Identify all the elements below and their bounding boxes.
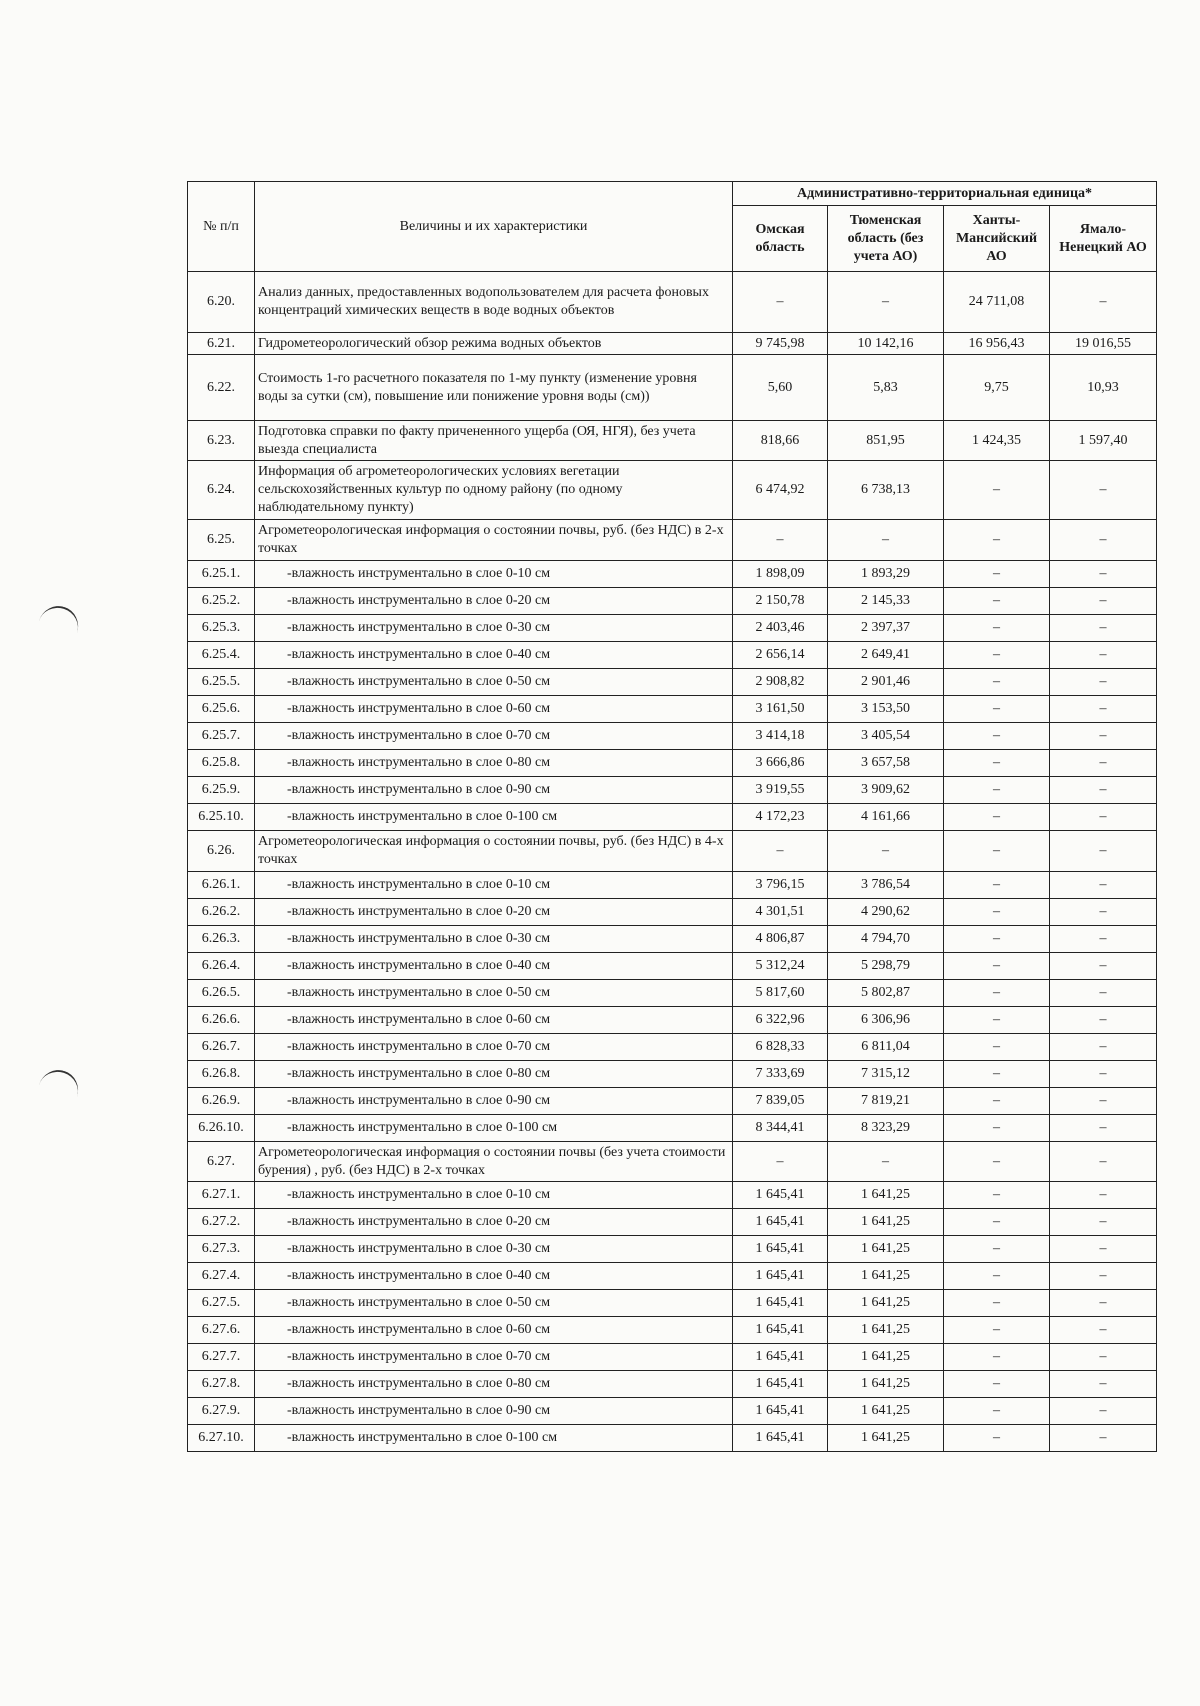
table-row [188, 1142, 1157, 1182]
table-row [188, 872, 1157, 899]
value-yanao: – [1050, 831, 1157, 872]
table-row [188, 1007, 1157, 1034]
table-row [188, 1061, 1157, 1088]
value-khmao: – [944, 642, 1050, 669]
value-tyumen: 6 811,04 [828, 1034, 944, 1061]
row-number: 6.27.1. [188, 1182, 255, 1209]
table-row [188, 723, 1157, 750]
value-khmao: – [944, 1088, 1050, 1115]
row-number: 6.27.9. [188, 1398, 255, 1425]
row-description: -влажность инструментально в слое 0-30 см [255, 615, 733, 642]
value-yanao: – [1050, 723, 1157, 750]
table-row [188, 1034, 1157, 1061]
table-body [188, 272, 1157, 1452]
value-khmao: – [944, 1317, 1050, 1344]
value-yanao: – [1050, 1088, 1157, 1115]
row-description: -влажность инструментально в слое 0-10 см [255, 872, 733, 899]
value-omsk: 6 322,96 [733, 1007, 828, 1034]
value-omsk: 9 745,98 [733, 333, 828, 355]
row-description: -влажность инструментально в слое 0-70 см [255, 1034, 733, 1061]
value-khmao: – [944, 1209, 1050, 1236]
row-number: 6.27.7. [188, 1344, 255, 1371]
table-row [188, 777, 1157, 804]
value-tyumen: 10 142,16 [828, 333, 944, 355]
row-number: 6.27.6. [188, 1317, 255, 1344]
value-tyumen: 5,83 [828, 355, 944, 421]
row-description: -влажность инструментально в слое 0-70 см [255, 1344, 733, 1371]
table-row [188, 642, 1157, 669]
table-row [188, 588, 1157, 615]
value-tyumen: – [828, 272, 944, 333]
row-description: Агрометеорологическая информация о состоянии почвы, руб. (без НДС) в 4-х точках [255, 831, 733, 872]
value-omsk: 1 645,41 [733, 1182, 828, 1209]
row-description: Агрометеорологическая информация о состоянии почвы (без учета стоимости бурения) , руб. (без НДС) в 2-х точках [255, 1142, 733, 1182]
row-description: -влажность инструментально в слое 0-20 см [255, 899, 733, 926]
value-khmao: 16 956,43 [944, 333, 1050, 355]
value-yanao: 1 597,40 [1050, 421, 1157, 461]
value-khmao: – [944, 899, 1050, 926]
row-description: -влажность инструментально в слое 0-90 см [255, 1398, 733, 1425]
value-khmao: – [944, 561, 1050, 588]
value-yanao: – [1050, 1398, 1157, 1425]
value-omsk: 5,60 [733, 355, 828, 421]
value-khmao: – [944, 520, 1050, 561]
value-omsk: 3 796,15 [733, 872, 828, 899]
value-tyumen: 3 153,50 [828, 696, 944, 723]
value-omsk: – [733, 831, 828, 872]
row-description: -влажность инструментально в слое 0-90 см [255, 777, 733, 804]
value-khmao: – [944, 615, 1050, 642]
row-description: -влажность инструментально в слое 0-80 см [255, 1061, 733, 1088]
value-omsk: – [733, 272, 828, 333]
value-omsk: – [733, 520, 828, 561]
table-row [188, 804, 1157, 831]
value-khmao: – [944, 1290, 1050, 1317]
value-tyumen: 4 161,66 [828, 804, 944, 831]
header-region-tyumen: Тюменская область (без учета АО) [828, 206, 944, 272]
value-omsk: 1 645,41 [733, 1236, 828, 1263]
row-number: 6.26.2. [188, 899, 255, 926]
value-omsk: 1 645,41 [733, 1371, 828, 1398]
value-omsk: 3 666,86 [733, 750, 828, 777]
value-tyumen: 1 641,25 [828, 1344, 944, 1371]
value-yanao: – [1050, 926, 1157, 953]
row-description: -влажность инструментально в слое 0-80 см [255, 750, 733, 777]
value-khmao: – [944, 1142, 1050, 1182]
value-tyumen: 1 641,25 [828, 1209, 944, 1236]
row-number: 6.25.8. [188, 750, 255, 777]
value-omsk: 4 172,23 [733, 804, 828, 831]
header-admin-unit: Административно-территориальная единица* [733, 182, 1157, 206]
row-description: -влажность инструментально в слое 0-100 см [255, 804, 733, 831]
row-number: 6.26.6. [188, 1007, 255, 1034]
row-description: -влажность инструментально в слое 0-50 см [255, 669, 733, 696]
value-khmao: – [944, 696, 1050, 723]
row-number: 6.21. [188, 333, 255, 355]
row-number: 6.26.3. [188, 926, 255, 953]
value-yanao: – [1050, 1236, 1157, 1263]
table-row [188, 1344, 1157, 1371]
value-omsk: 2 656,14 [733, 642, 828, 669]
value-yanao: – [1050, 588, 1157, 615]
row-number: 6.27.5. [188, 1290, 255, 1317]
header-region-omsk: Омская область [733, 206, 828, 272]
value-omsk: 1 645,41 [733, 1290, 828, 1317]
value-omsk: 2 908,82 [733, 669, 828, 696]
value-khmao: – [944, 953, 1050, 980]
row-description: -влажность инструментально в слое 0-60 см [255, 1007, 733, 1034]
value-tyumen: 3 786,54 [828, 872, 944, 899]
value-tyumen: 3 405,54 [828, 723, 944, 750]
value-omsk: 3 414,18 [733, 723, 828, 750]
value-khmao: 9,75 [944, 355, 1050, 421]
table-row [188, 831, 1157, 872]
row-description: -влажность инструментально в слое 0-80 см [255, 1371, 733, 1398]
punch-hole-mark [32, 601, 83, 653]
header-region-yanao: Ямало-Ненецкий АО [1050, 206, 1157, 272]
value-khmao: – [944, 1425, 1050, 1452]
value-omsk: 3 161,50 [733, 696, 828, 723]
value-tyumen: 2 145,33 [828, 588, 944, 615]
value-khmao: – [944, 750, 1050, 777]
value-yanao: – [1050, 1263, 1157, 1290]
row-description: -влажность инструментально в слое 0-50 см [255, 1290, 733, 1317]
header-region-khmao: Ханты-Мансийский АО [944, 206, 1050, 272]
value-tyumen: 4 794,70 [828, 926, 944, 953]
value-omsk: 1 645,41 [733, 1317, 828, 1344]
row-number: 6.26.5. [188, 980, 255, 1007]
value-omsk: 4 806,87 [733, 926, 828, 953]
value-tyumen: 1 641,25 [828, 1290, 944, 1317]
value-khmao: 1 424,35 [944, 421, 1050, 461]
value-tyumen: 1 641,25 [828, 1182, 944, 1209]
row-number: 6.26.1. [188, 872, 255, 899]
row-number: 6.26.10. [188, 1115, 255, 1142]
value-yanao: – [1050, 1371, 1157, 1398]
row-description: -влажность инструментально в слое 0-20 см [255, 588, 733, 615]
table-row [188, 1182, 1157, 1209]
row-number: 6.27. [188, 1142, 255, 1182]
table-row [188, 953, 1157, 980]
row-description: Подготовка справки по факту причененного ущерба (ОЯ, НГЯ), без учета выезда специалиста [255, 421, 733, 461]
value-khmao: 24 711,08 [944, 272, 1050, 333]
row-number: 6.27.2. [188, 1209, 255, 1236]
row-description: Гидрометеорологический обзор режима водных объектов [255, 333, 733, 355]
row-description: -влажность инструментально в слое 0-70 см [255, 723, 733, 750]
value-tyumen: 2 901,46 [828, 669, 944, 696]
value-khmao: – [944, 1007, 1050, 1034]
row-number: 6.25.1. [188, 561, 255, 588]
row-number: 6.26.8. [188, 1061, 255, 1088]
row-description: -влажность инструментально в слое 0-40 см [255, 642, 733, 669]
value-khmao: – [944, 1344, 1050, 1371]
value-khmao: – [944, 588, 1050, 615]
table-row [188, 1263, 1157, 1290]
value-tyumen: 3 909,62 [828, 777, 944, 804]
value-khmao: – [944, 831, 1050, 872]
value-khmao: – [944, 926, 1050, 953]
table-row [188, 1371, 1157, 1398]
row-number: 6.25.7. [188, 723, 255, 750]
value-tyumen: 1 641,25 [828, 1317, 944, 1344]
value-tyumen: – [828, 831, 944, 872]
value-yanao: – [1050, 899, 1157, 926]
table-row [188, 615, 1157, 642]
row-number: 6.23. [188, 421, 255, 461]
value-yanao: – [1050, 1317, 1157, 1344]
value-omsk: 1 645,41 [733, 1209, 828, 1236]
value-tyumen: 1 641,25 [828, 1371, 944, 1398]
value-omsk: – [733, 1142, 828, 1182]
value-yanao: – [1050, 696, 1157, 723]
row-description: -влажность инструментально в слое 0-60 см [255, 696, 733, 723]
value-tyumen: 5 298,79 [828, 953, 944, 980]
value-tyumen: 1 893,29 [828, 561, 944, 588]
value-omsk: 1 645,41 [733, 1398, 828, 1425]
value-omsk: 1 645,41 [733, 1263, 828, 1290]
value-khmao: – [944, 1236, 1050, 1263]
row-description: Агрометеорологическая информация о состоянии почвы, руб. (без НДС) в 2-х точках [255, 520, 733, 561]
table-row [188, 1290, 1157, 1317]
value-yanao: – [1050, 1344, 1157, 1371]
row-description: Анализ данных, предоставленных водопользователем для расчета фоновых концентраций химических веществ в воде водных объектов [255, 272, 733, 333]
value-yanao: – [1050, 980, 1157, 1007]
row-number: 6.27.3. [188, 1236, 255, 1263]
value-khmao: – [944, 669, 1050, 696]
value-yanao: – [1050, 669, 1157, 696]
value-tyumen: 1 641,25 [828, 1236, 944, 1263]
row-number: 6.25.10. [188, 804, 255, 831]
value-yanao: – [1050, 272, 1157, 333]
value-khmao: – [944, 461, 1050, 520]
value-yanao: – [1050, 642, 1157, 669]
value-omsk: 7 333,69 [733, 1061, 828, 1088]
value-yanao: – [1050, 953, 1157, 980]
value-tyumen: 1 641,25 [828, 1425, 944, 1452]
table-row [188, 561, 1157, 588]
row-description: -влажность инструментально в слое 0-60 см [255, 1317, 733, 1344]
table-row [188, 926, 1157, 953]
value-tyumen: 4 290,62 [828, 899, 944, 926]
value-yanao: – [1050, 872, 1157, 899]
value-tyumen: 2 397,37 [828, 615, 944, 642]
value-yanao: – [1050, 520, 1157, 561]
row-number: 6.26.7. [188, 1034, 255, 1061]
value-tyumen: 3 657,58 [828, 750, 944, 777]
value-omsk: 1 645,41 [733, 1425, 828, 1452]
value-omsk: 8 344,41 [733, 1115, 828, 1142]
header-description: Величины и их характеристики [255, 182, 733, 272]
row-number: 6.20. [188, 272, 255, 333]
value-tyumen: 8 323,29 [828, 1115, 944, 1142]
value-khmao: – [944, 1398, 1050, 1425]
table-row [188, 333, 1157, 355]
value-tyumen: – [828, 1142, 944, 1182]
value-yanao: – [1050, 615, 1157, 642]
table-row [188, 1088, 1157, 1115]
row-number: 6.25.9. [188, 777, 255, 804]
value-tyumen: 1 641,25 [828, 1263, 944, 1290]
table-row [188, 1209, 1157, 1236]
row-number: 6.25.4. [188, 642, 255, 669]
value-khmao: – [944, 1034, 1050, 1061]
value-khmao: – [944, 1371, 1050, 1398]
row-description: -влажность инструментально в слое 0-30 см [255, 926, 733, 953]
table-row [188, 1236, 1157, 1263]
value-tyumen: – [828, 520, 944, 561]
table-row [188, 750, 1157, 777]
value-yanao: – [1050, 1290, 1157, 1317]
value-yanao: – [1050, 1182, 1157, 1209]
row-number: 6.25.6. [188, 696, 255, 723]
table-row [188, 461, 1157, 520]
table-row [188, 1425, 1157, 1452]
row-description: -влажность инструментально в слое 0-20 см [255, 1209, 733, 1236]
value-yanao: – [1050, 1209, 1157, 1236]
value-khmao: – [944, 1061, 1050, 1088]
row-number: 6.22. [188, 355, 255, 421]
row-description: -влажность инструментально в слое 0-30 см [255, 1236, 733, 1263]
value-omsk: 7 839,05 [733, 1088, 828, 1115]
row-number: 6.27.10. [188, 1425, 255, 1452]
value-khmao: – [944, 777, 1050, 804]
value-yanao: – [1050, 1034, 1157, 1061]
value-khmao: – [944, 872, 1050, 899]
value-tyumen: 6 306,96 [828, 1007, 944, 1034]
value-omsk: 5 817,60 [733, 980, 828, 1007]
row-description: -влажность инструментально в слое 0-90 см [255, 1088, 733, 1115]
value-omsk: 2 403,46 [733, 615, 828, 642]
table-row [188, 669, 1157, 696]
value-yanao: – [1050, 1007, 1157, 1034]
value-omsk: 1 898,09 [733, 561, 828, 588]
row-description: -влажность инструментально в слое 0-50 см [255, 980, 733, 1007]
row-number: 6.26. [188, 831, 255, 872]
value-omsk: 6 474,92 [733, 461, 828, 520]
value-tyumen: 851,95 [828, 421, 944, 461]
table-row [188, 272, 1157, 333]
value-omsk: 6 828,33 [733, 1034, 828, 1061]
row-description: -влажность инструментально в слое 0-40 см [255, 953, 733, 980]
value-khmao: – [944, 980, 1050, 1007]
row-number: 6.27.4. [188, 1263, 255, 1290]
row-number: 6.25.3. [188, 615, 255, 642]
row-number: 6.25.2. [188, 588, 255, 615]
value-yanao: – [1050, 561, 1157, 588]
table-row [188, 899, 1157, 926]
value-tyumen: 1 641,25 [828, 1398, 944, 1425]
value-yanao: 10,93 [1050, 355, 1157, 421]
value-yanao: – [1050, 777, 1157, 804]
table-row [188, 520, 1157, 561]
row-description: -влажность инструментально в слое 0-100 см [255, 1425, 733, 1452]
table-row [188, 1317, 1157, 1344]
value-omsk: 5 312,24 [733, 953, 828, 980]
value-khmao: – [944, 723, 1050, 750]
value-yanao: 19 016,55 [1050, 333, 1157, 355]
row-number: 6.25. [188, 520, 255, 561]
row-number: 6.26.4. [188, 953, 255, 980]
table-row [188, 696, 1157, 723]
row-description: Стоимость 1-го расчетного показателя по 1-му пункту (изменение уровня воды за сутки (см), повышение или понижение уровня воды (см)) [255, 355, 733, 421]
row-description: Информация об агрометеорологических условиях вегетации сельскохозяйственных культур по одному району (по одному наблюдательному пункту) [255, 461, 733, 520]
value-khmao: – [944, 1182, 1050, 1209]
value-omsk: 4 301,51 [733, 899, 828, 926]
table-row [188, 1115, 1157, 1142]
value-tyumen: 6 738,13 [828, 461, 944, 520]
row-description: -влажность инструментально в слое 0-10 см [255, 561, 733, 588]
table-row [188, 980, 1157, 1007]
value-tyumen: 5 802,87 [828, 980, 944, 1007]
table-row [188, 421, 1157, 461]
row-number: 6.25.5. [188, 669, 255, 696]
value-tyumen: 7 315,12 [828, 1061, 944, 1088]
value-omsk: 1 645,41 [733, 1344, 828, 1371]
row-description: -влажность инструментально в слое 0-10 см [255, 1182, 733, 1209]
value-yanao: – [1050, 461, 1157, 520]
value-khmao: – [944, 1115, 1050, 1142]
row-description: -влажность инструментально в слое 0-40 см [255, 1263, 733, 1290]
value-khmao: – [944, 804, 1050, 831]
row-number: 6.26.9. [188, 1088, 255, 1115]
row-number: 6.27.8. [188, 1371, 255, 1398]
value-omsk: 2 150,78 [733, 588, 828, 615]
value-khmao: – [944, 1263, 1050, 1290]
tariff-table [187, 181, 1157, 1452]
value-tyumen: 7 819,21 [828, 1088, 944, 1115]
value-yanao: – [1050, 1061, 1157, 1088]
value-yanao: – [1050, 1142, 1157, 1182]
value-tyumen: 2 649,41 [828, 642, 944, 669]
row-description: -влажность инструментально в слое 0-100 см [255, 1115, 733, 1142]
value-yanao: – [1050, 1115, 1157, 1142]
header-num: № п/п [188, 182, 255, 272]
value-omsk: 3 919,55 [733, 777, 828, 804]
row-number: 6.24. [188, 461, 255, 520]
value-omsk: 818,66 [733, 421, 828, 461]
punch-hole-mark [32, 1065, 83, 1117]
value-yanao: – [1050, 1425, 1157, 1452]
table-row [188, 355, 1157, 421]
table-row [188, 1398, 1157, 1425]
value-yanao: – [1050, 804, 1157, 831]
value-yanao: – [1050, 750, 1157, 777]
